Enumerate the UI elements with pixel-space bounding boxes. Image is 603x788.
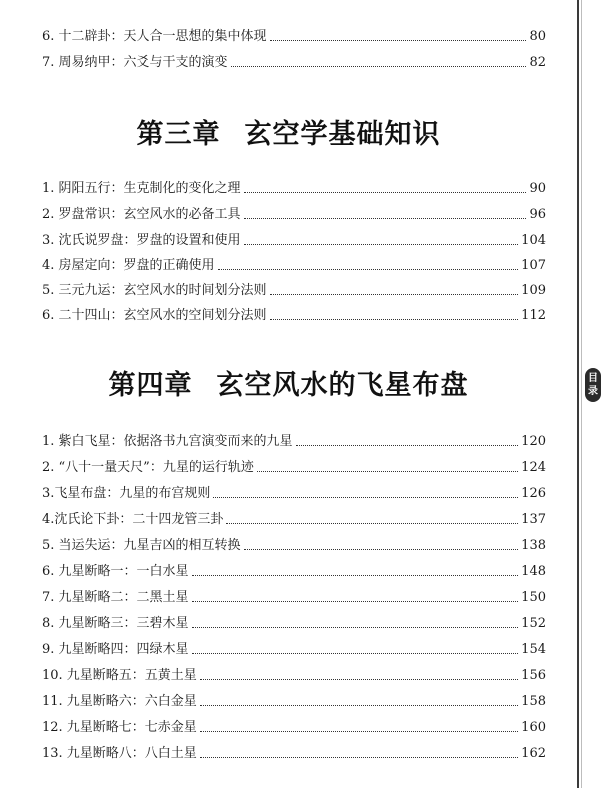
toc-entry bbox=[42, 304, 546, 324]
toc-entry bbox=[42, 254, 546, 274]
toc-entry bbox=[42, 586, 546, 606]
toc-entry bbox=[42, 25, 546, 45]
toc-entry-label: 9. 九星断略四：四绿木星 bbox=[42, 642, 189, 657]
leader-dots bbox=[270, 294, 519, 295]
toc-entry-page: 158 bbox=[521, 694, 546, 709]
toc-entry-label: 10. 九星断略五：五黄土星 bbox=[42, 668, 197, 683]
toc-entry bbox=[42, 51, 546, 71]
leader-dots bbox=[226, 523, 518, 524]
toc-entry-label: 5. 三元九运：玄空风水的时间划分法则 bbox=[42, 283, 267, 298]
leader-dots bbox=[257, 471, 518, 472]
toc-entry-page: 112 bbox=[521, 308, 546, 323]
toc-entry bbox=[42, 690, 546, 710]
toc-entry-label: 1. 紫白飞星：依据洛书九宫演变而来的九星 bbox=[42, 434, 293, 449]
toc-entry-label: 8. 九星断略三：三碧木星 bbox=[42, 616, 189, 631]
toc-entry bbox=[42, 534, 546, 554]
leader-dots bbox=[244, 192, 527, 193]
page-edge-line bbox=[577, 0, 579, 788]
toc-entry bbox=[42, 229, 546, 249]
chapter-title-text: 玄空风水的飞星布盘 bbox=[216, 370, 469, 401]
toc-entry-page: 90 bbox=[529, 181, 546, 196]
toc-entry-label: 3. 沈氏说罗盘：罗盘的设置和使用 bbox=[42, 233, 241, 248]
toc-entry bbox=[42, 430, 546, 450]
toc-entry-label: 13. 九星断略八：八白土星 bbox=[42, 746, 197, 761]
leader-dots bbox=[270, 319, 519, 320]
chapter-heading bbox=[0, 112, 577, 151]
leader-dots bbox=[192, 575, 519, 576]
toc-entry-label: 3.飞星布盘：九星的布宫规则 bbox=[42, 486, 211, 501]
toc-entry bbox=[42, 177, 546, 197]
toc-entry bbox=[42, 638, 546, 658]
toc-entry-label: 2. 罗盘常识：玄空风水的必备工具 bbox=[42, 207, 241, 222]
toc-entry-page: 82 bbox=[529, 55, 546, 70]
toc-entry-page: 124 bbox=[521, 460, 546, 475]
toc-entry-page: 138 bbox=[521, 538, 546, 553]
leader-dots bbox=[192, 601, 519, 602]
toc-entry-page: 80 bbox=[529, 29, 546, 44]
toc-entry-page: 152 bbox=[521, 616, 546, 631]
toc-entry-page: 107 bbox=[521, 258, 546, 273]
side-tab-char: 目 bbox=[588, 373, 598, 384]
chapter-number: 第三章 bbox=[136, 119, 221, 150]
toc-entry bbox=[42, 456, 546, 476]
toc-entry-label: 7. 九星断略二：二黑土星 bbox=[42, 590, 189, 605]
toc-entry-page: 160 bbox=[521, 720, 546, 735]
toc-entry-page: 162 bbox=[521, 746, 546, 761]
toc-entry-page: 104 bbox=[521, 233, 546, 248]
toc-entry-label: 6. 九星断略一：一白水星 bbox=[42, 564, 189, 579]
toc-entry-page: 109 bbox=[521, 283, 546, 298]
toc-entry bbox=[42, 742, 546, 762]
toc-entry-label: 2. “八十一量天尺”：九星的运行轨迹 bbox=[42, 460, 254, 475]
toc-entry bbox=[42, 716, 546, 736]
leader-dots bbox=[244, 244, 519, 245]
leader-dots bbox=[192, 653, 519, 654]
toc-entry-page: 150 bbox=[521, 590, 546, 605]
toc-entry-label: 5. 当运失运：九星吉凶的相互转换 bbox=[42, 538, 241, 553]
toc-entry-page: 154 bbox=[521, 642, 546, 657]
toc-entry-label: 4. 房屋定向：罗盘的正确使用 bbox=[42, 258, 215, 273]
toc-entry-label: 11. 九星断略六：六白金星 bbox=[42, 694, 197, 709]
chapter-title-text: 玄空学基础知识 bbox=[244, 119, 441, 150]
leader-dots bbox=[200, 679, 518, 680]
toc-entry-label: 1. 阴阳五行：生克制化的变化之理 bbox=[42, 181, 241, 196]
leader-dots bbox=[200, 731, 518, 732]
chapter-number: 第四章 bbox=[108, 370, 193, 401]
page-edge-shadow bbox=[581, 0, 582, 788]
leader-dots bbox=[231, 66, 527, 67]
toc-entry-page: 96 bbox=[529, 207, 546, 222]
leader-dots bbox=[218, 269, 519, 270]
toc-entry bbox=[42, 508, 546, 528]
leader-dots bbox=[244, 218, 527, 219]
toc-entry-label: 6. 二十四山：玄空风水的空间划分法则 bbox=[42, 308, 267, 323]
side-tab-char: 录 bbox=[588, 386, 598, 397]
leader-dots bbox=[270, 40, 527, 41]
leader-dots bbox=[192, 627, 519, 628]
toc-entry-label: 4.沈氏论下卦：二十四龙管三卦 bbox=[42, 512, 224, 527]
toc-entry-page: 148 bbox=[521, 564, 546, 579]
leader-dots bbox=[296, 445, 519, 446]
toc-entry bbox=[42, 560, 546, 580]
toc-entry bbox=[42, 203, 546, 223]
toc-entry-page: 137 bbox=[521, 512, 546, 527]
toc-entry bbox=[42, 279, 546, 299]
leader-dots bbox=[213, 497, 518, 498]
leader-dots bbox=[244, 549, 519, 550]
leader-dots bbox=[200, 757, 518, 758]
toc-side-tab bbox=[585, 368, 601, 402]
toc-entry-page: 120 bbox=[521, 434, 546, 449]
toc-entry-label: 6. 十二辟卦：天人合一思想的集中体现 bbox=[42, 29, 267, 44]
toc-entry bbox=[42, 664, 546, 684]
chapter-heading bbox=[0, 363, 577, 402]
toc-entry-label: 12. 九星断略七：七赤金星 bbox=[42, 720, 197, 735]
toc-entry bbox=[42, 612, 546, 632]
toc-entry-page: 156 bbox=[521, 668, 546, 683]
leader-dots bbox=[200, 705, 518, 706]
toc-entry-label: 7. 周易纳甲：六爻与干支的演变 bbox=[42, 55, 228, 70]
toc-entry-page: 126 bbox=[521, 486, 546, 501]
toc-entry bbox=[42, 482, 546, 502]
